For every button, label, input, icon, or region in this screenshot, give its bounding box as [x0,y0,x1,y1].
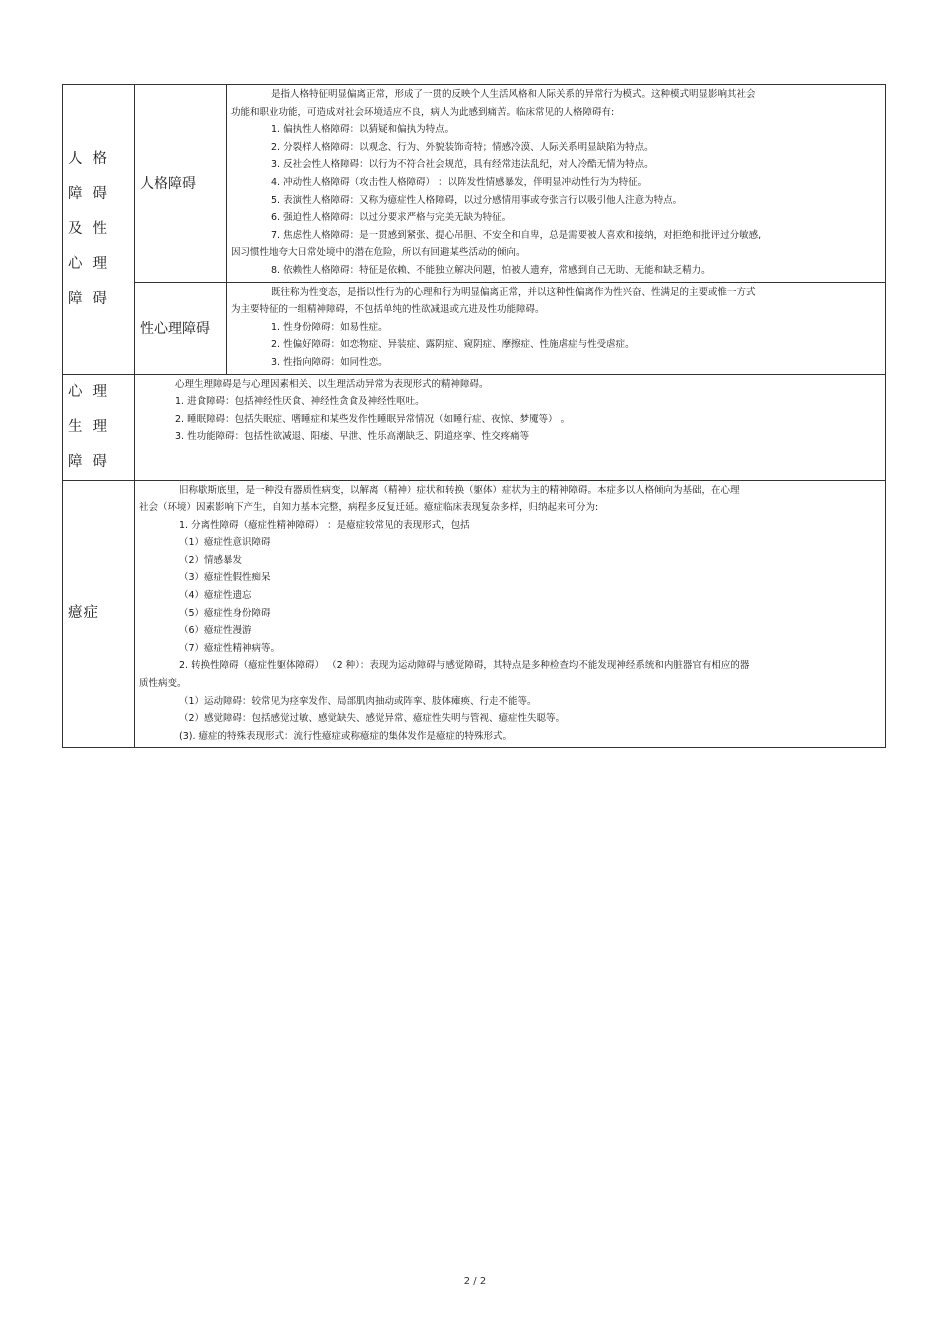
sub-item: （5）癔症性身份障碍 [179,607,271,619]
sub-item: (3). 癔症的特殊表现形式：流行性癔症或称癔症的集体发作是癔症的特殊形式。 [179,730,512,742]
list-item: 4. 冲动性人格障碍（攻击性人格障碍） ：以阵发性情感暴发，伴明显冲动性行为为特征。 [271,176,648,188]
category-psychophysio: 心理生理障碍 [63,374,135,480]
intro-line: 社会（环境）因素影响下产生，自知力基本完整，病程多反复迁延。癔症临床表现复杂多样，归纳起来可分为: [139,502,599,514]
sub-item: （1）癔症性意识障碍 [179,537,271,549]
list-item: 1. 性身份障碍：如易性症。 [271,321,388,333]
list-item: 1. 偏执性人格障碍：以猜疑和偏执为特点。 [271,124,455,136]
psychophysio-content [135,374,886,480]
intro-line: 心理生理障碍是与心理因素相关、以生理活动异常为表现形式的精神障碍。 [175,378,489,390]
sub-item: （4）癔症性遗忘 [179,590,252,602]
sub-item: （7）癔症性精神病等。 [179,642,281,654]
sexual-disorder-row [63,282,886,374]
personality-disorder-content [227,85,886,283]
page-number: 2 / 2 [463,1276,487,1287]
category-personality-sexual: 人格障碍及性心理障碍 [63,85,135,375]
intro-line: 是指人格特征明显偏离正常，形成了一贯的反映个人生活风格和人际关系的异常行为模式。这种模式明显影响其社会 [271,89,756,100]
list-item-continuation: 因习惯性地夸大日常处境中的潜在危险，所以有回避某些活动的倾向。 [231,247,526,259]
sub-item: （6）癔症性漫游 [179,625,252,637]
subcategory-personality-disorder: 人格障碍 [135,85,227,283]
list-item: 2. 转换性障碍（癔症性躯体障碍） （2 种）：表现为运动障碍与感觉障碍，其特点是多种检查均不能发现神经系统和内脏器官有相应的器 [179,660,750,672]
list-item: 1. 分离性障碍（癔症性精神障碍） ：是癔症较常见的表现形式，包括 [179,519,470,531]
intro-line: 旧称歇斯底里，是一种没有器质性病变，以解离（精神）症状和转换（躯体）症状为主的精神障碍。本症多以人格倾向为基础，在心理 [179,484,740,496]
list-item-continuation: 质性病变。 [139,678,187,690]
list-item: 2. 分裂样人格障碍：以观念、行为、外貌装饰奇特；情感冷漠、人际关系明显缺陷为特点。 [271,141,654,153]
sub-item: （3）癔症性假性痴呆 [179,572,271,584]
hysteria-content [135,480,886,748]
intro-line: 功能和职业功能，可造成对社会环境适应不良，病人为此感到痛苦。临床常见的人格障碍有: [231,106,615,118]
list-item: 8. 依赖性人格障碍：特征是依赖、不能独立解决问题，怕被人遗弃，常感到自己无助、无能和缺乏精力。 [271,264,711,276]
sub-item: （2）感觉障碍：包括感觉过敏、感觉缺失、感觉异常、癔症性失明与管视、癔症性失聪等。 [179,713,566,725]
list-item: 5. 表演性人格障碍：又称为癔症性人格障碍，以过分感情用事或夸张言行以吸引他人注意为特点。 [271,194,683,206]
category-hysteria: 癔症 [63,480,135,748]
list-item: 3. 性指向障碍：如同性恋。 [271,356,388,368]
sub-item: （2）情感暴发 [179,554,243,566]
content-table [62,84,886,748]
list-item: 1. 进食障碍：包括神经性厌食、神经性贪食及神经性呕吐。 [175,396,425,408]
subcategory-sexual-disorder: 性心理障碍 [135,282,227,374]
list-item: 6. 强迫性人格障碍：以过分要求严格与完美无缺为特征。 [271,212,512,224]
list-item: 2. 性偏好障碍：如恋物症、异装症、露阴症、窥阴症、摩擦症、性施虐症与性受虐症。 [271,339,635,351]
psychophysio-row [63,374,886,480]
list-item: 3. 性功能障碍：包括性欲减退、阳痿、早泄、性乐高潮缺乏、阴道痉挛、性交疼痛等 [175,431,530,443]
sexual-disorder-content [227,282,886,374]
intro-line: 既往称为性变态，是指以性行为的心理和行为明显偏离正常，并以这种性偏离作为性兴奋、性满足的主要或惟一方式 [271,286,756,298]
intro-line: 为主要特征的一组精神障碍，不包括单纯的性欲减退或亢进及性功能障碍。 [231,304,545,316]
list-item: 2. 睡眠障碍：包括失眠症、嗜睡症和某些发作性睡眠异常情况（如睡行症、夜惊、梦魇等） 。 [175,413,571,425]
personality-disorder-row [63,85,886,283]
hysteria-row [63,480,886,748]
list-item: 7. 焦虑性人格障碍：是一贯感到紧张、提心吊胆、不安全和自卑，总是需要被人喜欢和接纳，对拒绝和批评过分敏感, [271,229,762,241]
list-item: 3. 反社会性人格障碍：以行为不符合社会规范，具有经常违法乱纪，对人冷酷无情为特点。 [271,159,654,171]
sub-item: （1）运动障碍：较常见为痉挛发作、局部肌肉抽动或阵挛、肢体瘫痪、行走不能等。 [179,695,537,707]
